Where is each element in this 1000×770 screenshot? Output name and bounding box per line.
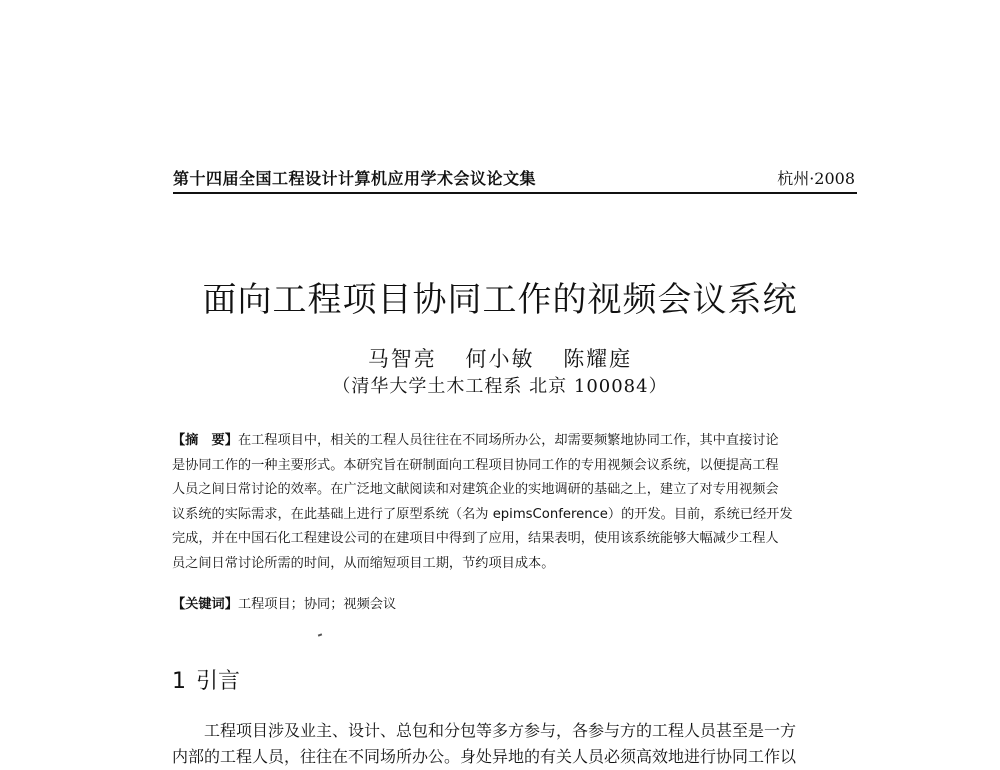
affiliation: （清华大学土木工程系 北京 100084） xyxy=(332,376,668,397)
proceedings-title: 第十四届全国工程设计计算机应用学术会议论文集 xyxy=(173,169,537,188)
section-heading xyxy=(172,664,240,695)
abstract-line: 议系统的实际需求，在此基础上进行了原型系统（名为 epimsConference）的开发。目前，系统已经开发 xyxy=(172,506,793,522)
abstract-label: 【摘 要】 xyxy=(172,433,238,448)
abstract-line xyxy=(172,429,858,454)
section-number: 1 xyxy=(172,669,186,694)
abstract-line: 是协同工作的一种主要形式。本研究旨在研制面向工程项目协同工作的专用视频会议系统，以便提高工程 xyxy=(172,457,779,473)
scan-speck xyxy=(318,633,322,636)
author-name: 何小敏 xyxy=(465,347,535,371)
abstract xyxy=(172,429,858,577)
author-name: 陈耀庭 xyxy=(563,347,633,371)
body-line: 内部的工程人员，往往在不同场所办公。身处异地的有关人员必须高效地进行协同工作以 xyxy=(172,747,797,766)
keywords-text: 工程项目；协同；视频会议 xyxy=(237,597,397,612)
abstract-line: 完成，并在中国石化工程建设公司的在建项目中得到了应用，结果表明，使用该系统能够大幅减少工程人 xyxy=(172,531,779,547)
section-title: 引言 xyxy=(196,669,241,694)
keywords-label: 【关键词】 xyxy=(172,597,238,612)
body-text xyxy=(172,718,862,770)
author-name: 马智亮 xyxy=(367,347,437,371)
keywords xyxy=(172,593,858,612)
author-list xyxy=(0,343,1000,373)
abstract-line: 员之间日常讨论所需的时间，从而缩短项目工期，节约项目成本。 xyxy=(172,555,555,571)
body-line: 工程项目涉及业主、设计、总包和分包等多方参与，各参与方的工程人员甚至是一方 xyxy=(204,721,797,740)
running-header xyxy=(173,166,857,194)
paper-title: 面向工程项目协同工作的视频会议系统 xyxy=(202,280,798,320)
abstract-line: 人员之间日常讨论的效率。在广泛地文献阅读和对建筑企业的实地调研的基础之上，建立了对专用视频会 xyxy=(172,482,779,498)
abstract-text: 在工程项目中，相关的工程人员往往在不同场所办公，却需要频繁地协同工作，其中直接讨论 xyxy=(237,433,779,448)
place-year: 杭州·2008 xyxy=(777,169,855,188)
